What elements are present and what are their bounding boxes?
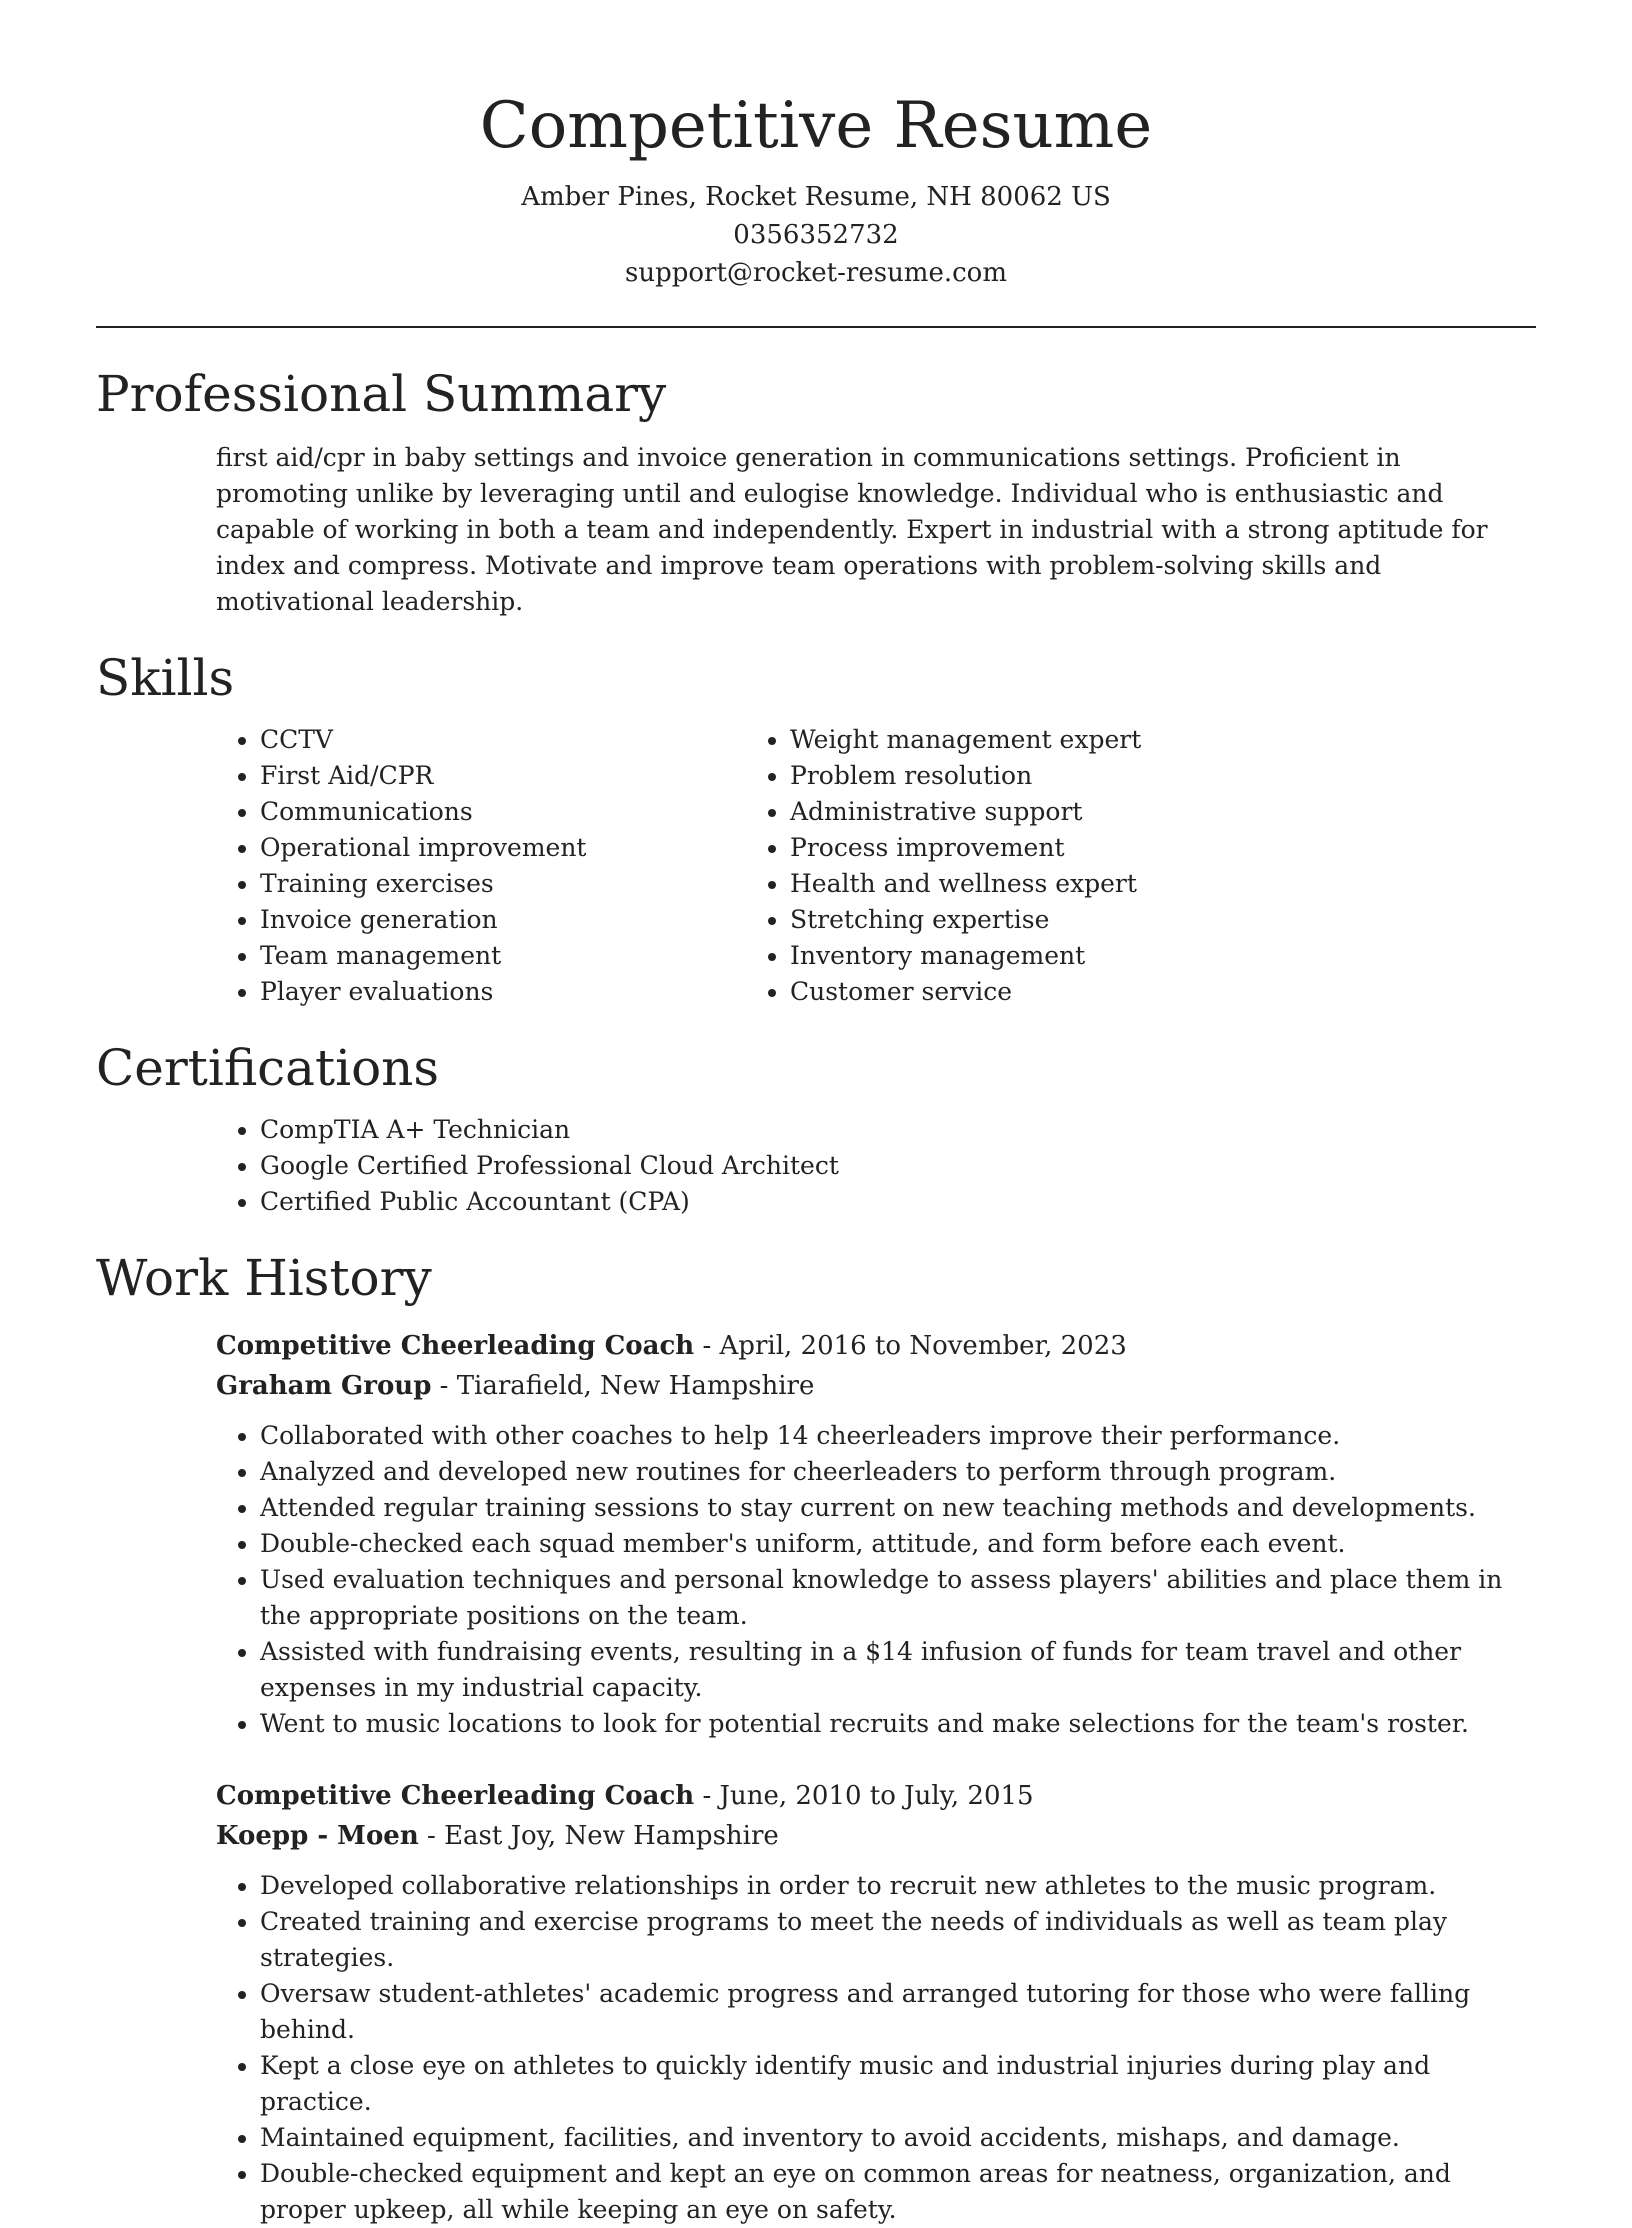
skills-section bbox=[96, 646, 1536, 1010]
job-company: Graham Group bbox=[216, 1371, 432, 1401]
job-bullet: • Assisted with fundraising events, resulting in a $14 infusion of funds for team travel and other expenses in my industrial capacity. bbox=[260, 1634, 1536, 1706]
job-entry bbox=[96, 1326, 1536, 1742]
work-history-title: Work History bbox=[96, 1249, 432, 1307]
job-title-line: Competitive Cheerleading Coach - June, 2010 to July, 2015 bbox=[216, 1781, 1034, 1811]
skill-item: • Player evaluations bbox=[260, 974, 746, 1010]
job-company: Koepp - Moen bbox=[216, 1821, 419, 1851]
header-divider bbox=[96, 326, 1536, 328]
work-history-section bbox=[96, 1246, 1536, 2228]
job-bullet: • Double-checked equipment and kept an eye on common areas for neatness, organization, and proper upkeep, all while keeping an eye on safety. bbox=[260, 2156, 1536, 2228]
skill-item: • Process improvement bbox=[790, 830, 1396, 866]
summary-text: first aid/cpr in baby settings and invoice generation in communications settings. Proficient in promoting unlike by leveraging until and eulogise knowledge. Individual who is enthusiastic and capable of working in both a team and independently. Expert in industrial with a strong aptitude for index and compress. Motivate and improve team operations with problem-solving skills and motivational leadership. bbox=[216, 443, 1488, 616]
skill-item: • Operational improvement bbox=[260, 830, 746, 866]
skills-columns bbox=[96, 722, 1536, 1010]
contact-email: support@rocket-resume.com bbox=[624, 258, 1007, 288]
skill-item: • CCTV bbox=[260, 722, 746, 758]
summary-section bbox=[96, 362, 1536, 620]
skills-list-right bbox=[746, 722, 1396, 1010]
job-location: Tiarafield, New Hampshire bbox=[456, 1371, 815, 1401]
job-title: Competitive Cheerleading Coach bbox=[216, 1331, 695, 1361]
job-entry bbox=[96, 1776, 1536, 2228]
skill-item: • Administrative support bbox=[790, 794, 1396, 830]
job-bullet: • Double-checked each squad member's uniform, attitude, and form before each event. bbox=[260, 1526, 1536, 1562]
summary-title: Professional Summary bbox=[96, 365, 667, 423]
job-bullet: • Created training and exercise programs to meet the needs of individuals as well as team play strategies. bbox=[260, 1904, 1536, 1976]
skills-column-right bbox=[746, 722, 1396, 1010]
job-location: East Joy, New Hampshire bbox=[444, 1821, 779, 1851]
skills-column-left bbox=[96, 722, 746, 1010]
job-bullet: • Oversaw student-athletes' academic progress and arranged tutoring for those who were falling behind. bbox=[260, 1976, 1536, 2048]
job-dates: April, 2016 to November, 2023 bbox=[719, 1331, 1127, 1361]
certifications-section bbox=[96, 1036, 1536, 1220]
job-bullet: • Developed collaborative relationships in order to recruit new athletes to the music program. bbox=[260, 1868, 1536, 1904]
contact-phone: 0356352732 bbox=[733, 220, 899, 250]
job-bullets bbox=[96, 1868, 1536, 2228]
contact-address: Amber Pines, Rocket Resume, NH 80062 US bbox=[521, 182, 1111, 212]
job-title-line: Competitive Cheerleading Coach - April, 2016 to November, 2023 bbox=[216, 1331, 1127, 1361]
job-bullet: • Attended regular training sessions to stay current on new teaching methods and developments. bbox=[260, 1490, 1536, 1526]
skill-item: • Weight management expert bbox=[790, 722, 1396, 758]
skill-item: • Customer service bbox=[790, 974, 1396, 1010]
job-company-line: Koepp - Moen - East Joy, New Hampshire bbox=[216, 1821, 779, 1851]
job-bullet: • Kept a close eye on athletes to quickly identify music and industrial injuries during play and practice. bbox=[260, 2048, 1536, 2120]
skill-item: • Communications bbox=[260, 794, 746, 830]
job-bullet: • Used evaluation techniques and personal knowledge to assess players' abilities and place them in the appropriate positions on the team. bbox=[260, 1562, 1536, 1634]
skill-item: • Team management bbox=[260, 938, 746, 974]
certification-item: • CompTIA A+ Technician bbox=[260, 1112, 1536, 1148]
job-bullet: • Analyzed and developed new routines for cheerleaders to perform through program. bbox=[260, 1454, 1536, 1490]
certification-item: • Certified Public Accountant (CPA) bbox=[260, 1184, 1536, 1220]
skill-item: • Inventory management bbox=[790, 938, 1396, 974]
job-company-line: Graham Group - Tiarafield, New Hampshire bbox=[216, 1371, 815, 1401]
job-title: Competitive Cheerleading Coach bbox=[216, 1781, 695, 1811]
resume-name: Competitive Resume bbox=[479, 89, 1153, 163]
certifications-title: Certifications bbox=[96, 1039, 440, 1097]
job-bullets bbox=[96, 1418, 1536, 1742]
skills-list-left bbox=[96, 722, 746, 1010]
skills-title: Skills bbox=[96, 649, 235, 707]
job-bullet: • Maintained equipment, facilities, and inventory to avoid accidents, mishaps, and damage. bbox=[260, 2120, 1536, 2156]
job-bullet: • Collaborated with other coaches to help 14 cheerleaders improve their performance. bbox=[260, 1418, 1536, 1454]
skill-item: • First Aid/CPR bbox=[260, 758, 746, 794]
contact-block bbox=[96, 178, 1536, 292]
skill-item: • Training exercises bbox=[260, 866, 746, 902]
certifications-list bbox=[96, 1112, 1536, 1220]
skill-item: • Problem resolution bbox=[790, 758, 1396, 794]
resume-header bbox=[96, 0, 1536, 292]
certification-item: • Google Certified Professional Cloud Architect bbox=[260, 1148, 1536, 1184]
job-bullet: • Went to music locations to look for potential recruits and make selections for the team's roster. bbox=[260, 1706, 1536, 1742]
skill-item: • Invoice generation bbox=[260, 902, 746, 938]
skill-item: • Stretching expertise bbox=[790, 902, 1396, 938]
skill-item: • Health and wellness expert bbox=[790, 866, 1396, 902]
job-dates: June, 2010 to July, 2015 bbox=[719, 1781, 1034, 1811]
